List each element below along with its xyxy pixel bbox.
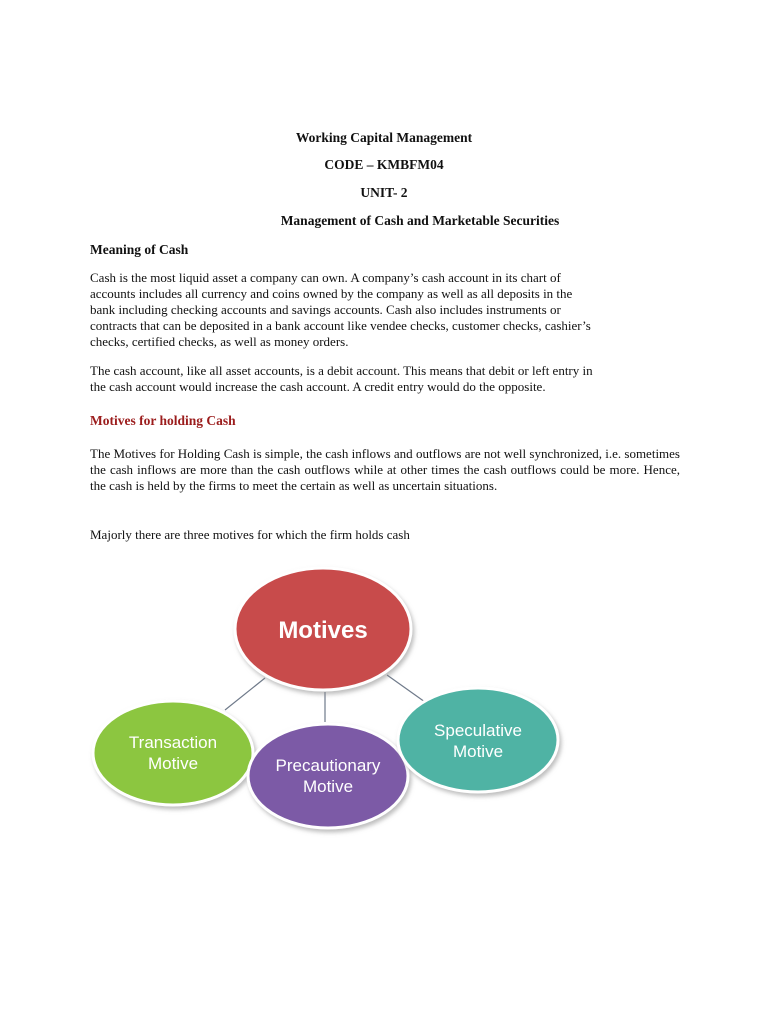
motives-paragraph: The Motives for Holding Cash is simple, the cash inflows and outflows are not well synchronized, i.e. sometimes the cash inflows are more than the cash outflows while at other times the cash outflows could be more. Hence, the cash is held by the firms to meet the certain as well as uncertain situations. (90, 446, 680, 493)
meaning-paragraph-1 (90, 270, 680, 350)
transaction-motive-label-line1: Transaction (128, 733, 218, 752)
connector-line (225, 678, 265, 710)
meaning-paragraph-2 (90, 363, 680, 395)
motives-diagram (80, 560, 580, 840)
text-line: checks, certified checks, as well as money orders. (90, 334, 349, 349)
motives-intro: Majorly there are three motives for which the firm holds cash (90, 527, 410, 542)
unit-label: UNIT- 2 (360, 185, 408, 200)
text-line: accounts includes all currency and coins owned by the company as well as all deposits in the (90, 286, 573, 301)
topic-title: Management of Cash and Marketable Securities (280, 213, 560, 228)
meaning-heading: Meaning of Cash (90, 242, 189, 257)
connector-line (387, 675, 425, 702)
motives-heading: Motives for holding Cash (90, 413, 236, 428)
text-line: the cash account would increase the cash account. A credit entry would do the opposite. (90, 379, 546, 394)
transaction-motive-circle (93, 701, 253, 805)
precautionary-motive-label-line1: Precautionary (275, 756, 381, 775)
precautionary-motive-label-line2: Motive (302, 777, 354, 796)
text-line: Cash is the most liquid asset a company can own. A company’s cash account in its chart of (90, 270, 561, 285)
speculative-motive-label-line2: Motive (452, 742, 504, 761)
speculative-motive-label-line1: Speculative (434, 721, 522, 740)
precautionary-motive-circle (248, 724, 408, 828)
speculative-motive-circle (398, 688, 558, 792)
course-title: Working Capital Management (295, 130, 473, 145)
text-line: The cash account, like all asset accounts, is a debit account. This means that debit or left entry in (90, 363, 593, 378)
transaction-motive-label-line2: Motive (147, 754, 199, 773)
text-line: bank including checking accounts and savings accounts. Cash also includes instruments or (90, 302, 561, 317)
course-code: CODE – KMBFM04 (324, 157, 444, 172)
motives-center-label: Motives (278, 617, 368, 644)
text-line: contracts that can be deposited in a bank account like vendee checks, customer checks, cashier’s (90, 318, 591, 333)
